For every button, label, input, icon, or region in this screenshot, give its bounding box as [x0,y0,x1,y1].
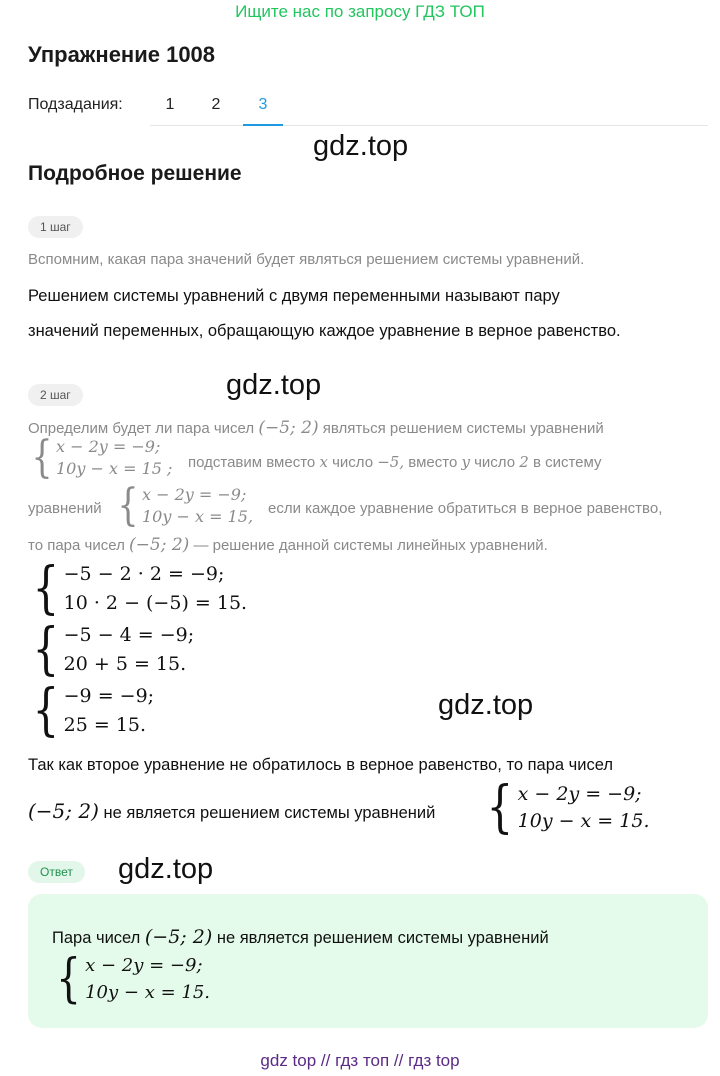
subtask-tabs [150,86,708,126]
calc-3-eq-2: 25 = 15. [63,714,147,736]
watermark: gdz.top [438,689,534,721]
answer-system [52,949,210,1009]
brace-icon: { [32,678,60,743]
brace-icon: { [32,556,60,621]
p2-mid2: вместо [408,454,458,471]
watermark: gdz.top [226,369,322,401]
conclusion-pair: (−5; 2) [28,799,99,823]
p2-pre: подставим вместо [188,454,316,471]
conclusion-line-1: Так как второе уравнение не обратилось в верное равенство, то пара чисел [28,756,613,774]
brace-icon: { [117,480,139,531]
p1-post: являться решением системы уравнений [322,420,604,437]
calc-system-1 [28,556,248,621]
p1-pre: Определим будет ли пара чисел [28,420,255,437]
system-b [114,480,254,531]
tab-subtask-1[interactable]: 1 [165,96,175,113]
tab-subtask-3[interactable]: 3 [243,86,283,126]
step-2-paragraph-1 [28,418,604,438]
calc-system-3 [28,678,155,743]
system-a [28,432,173,483]
system-a-eq-2: 10y − x = 15 ; [56,459,173,478]
answer-post: не является решением системы уравнений [216,929,549,947]
p4-pair: (−5; 2) [129,535,190,555]
step-1-line-2: значений переменных, обращающую каждое уравнение в верное равенство. [28,322,621,340]
p2-val2: 2 [519,453,529,471]
answer-line [52,926,549,948]
step-1-line-1: Решением системы уравнений с двумя переменными называют пару [28,287,560,305]
calc-3-eq-1: −9 = −9; [63,685,155,707]
p2-x: x [319,453,328,471]
answer-chip: Ответ [28,861,85,883]
step-2-paragraph-4 [28,535,548,555]
conclusion-line-2 [28,799,435,823]
step-2-paragraph-2 [188,453,602,471]
search-banner: Ищите нас по запросу ГДЗ ТОП [235,2,485,21]
system-a-eq-1: x − 2y = −9; [56,437,161,456]
watermark: gdz.top [313,130,409,162]
answer-eq-2: 10y − x = 15. [85,982,210,1003]
p2-val1: −5, [377,453,405,471]
system-b-eq-1: x − 2y = −9; [142,485,247,504]
brace-icon: { [32,617,60,682]
p4-post: — решение данной системы линейных уравнений. [193,537,548,554]
step-2-chip: 2 шаг [28,384,83,406]
calc-2-eq-2: 20 + 5 = 15. [63,653,187,675]
p4-pre: то пара чисел [28,537,125,554]
p3-post: если каждое уравнение обратиться в верное равенство, [268,500,663,517]
watermark: gdz.top [118,853,214,885]
brace-icon: { [56,949,81,1009]
brace-icon: { [486,775,514,840]
p2-y: y [461,453,470,471]
answer-pre: Пара чисел [52,929,141,947]
solution-title: Подробное решение [28,162,242,185]
footer-links[interactable]: gdz top // гдз топ // гдз top [260,1051,460,1070]
calc-1-eq-2: 10 · 2 − (−5) = 15. [63,592,248,614]
page-title: Упражнение 1008 [28,42,216,67]
calc-system-2 [28,617,195,682]
step-1-chip: 1 шаг [28,216,83,238]
subtasks-label: Подзадания: [28,96,123,113]
answer-pair: (−5; 2) [144,926,213,948]
calc-2-eq-1: −5 − 4 = −9; [63,624,195,646]
conclusion-text: не является решением системы уравнений [103,804,436,822]
p3-pre: уравнений [28,500,102,517]
p2-mid1: число [332,454,374,471]
brace-icon: { [31,432,53,483]
calc-1-eq-1: −5 − 2 · 2 = −9; [63,563,225,585]
answer-eq-1: x − 2y = −9; [85,955,203,976]
system-c-eq-1: x − 2y = −9; [517,783,642,805]
tab-subtask-2[interactable]: 2 [211,96,221,113]
system-b-eq-2: 10y − x = 15, [142,507,254,526]
system-c-eq-2: 10y − x = 15. [517,810,650,832]
step-1-hint: Вспомним, какая пара значений будет являться решением системы уравнений. [28,251,585,268]
p1-pair: (−5; 2) [258,418,319,438]
system-c [482,775,650,840]
p2-post: в систему [532,454,602,471]
p2-mid3: число [474,454,516,471]
